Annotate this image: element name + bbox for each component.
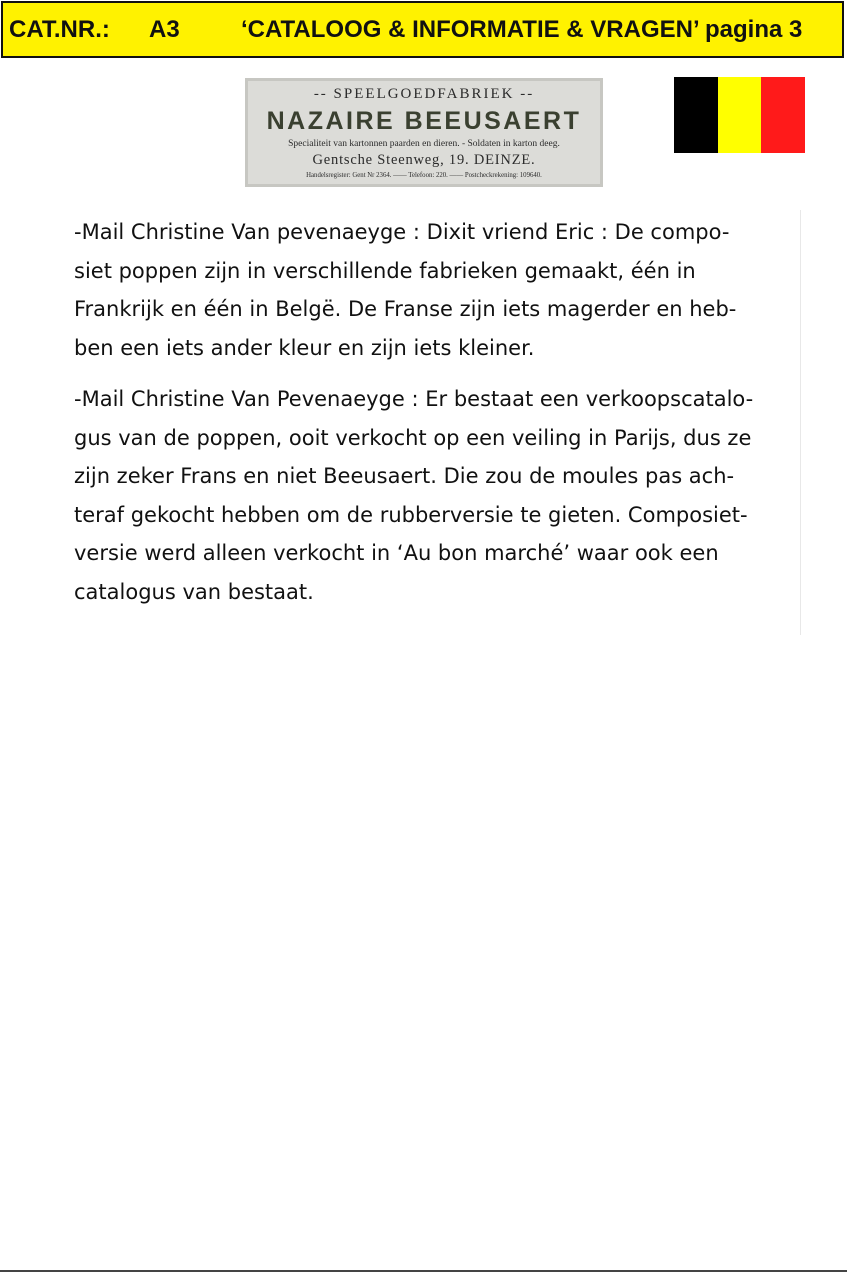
- belgium-flag-icon: [674, 77, 805, 153]
- text-line: -Mail Christine Van pevenaeyge : Dixit vriend Eric : De compo-: [74, 220, 730, 244]
- factory-letterhead-image: [245, 78, 603, 187]
- text-line: ben een iets ander kleur en zijn iets kleiner.: [74, 335, 535, 360]
- catalog-number-value: A3: [149, 16, 180, 43]
- paragraph-1: [74, 213, 794, 367]
- text-line: siet poppen zijn in verschillende fabrieken gemaakt, één in: [74, 258, 696, 283]
- letterhead-category: -- SPEELGOEDFABRIEK --: [313, 86, 535, 102]
- text-line: catalogus van bestaat.: [74, 579, 314, 604]
- page-header: [1, 1, 844, 58]
- letterhead-company-name: NAZAIRE BEEUSAERT: [266, 107, 582, 135]
- text-line: Frankrijk en één in Belgë. De Franse zijn iets magerder en heb-: [74, 297, 737, 321]
- text-line: versie werd alleen verkocht in ‘Au bon marché’ waar ook een: [74, 541, 719, 565]
- text-line: teraf gekocht hebben om de rubberversie te gieten. Composiet-: [74, 502, 748, 527]
- flag-stripe-red: [761, 77, 805, 153]
- flag-stripe-yellow: [718, 77, 762, 153]
- text-line: zijn zeker Frans en niet Beeusaert. Die zou de moules pas ach-: [74, 464, 735, 488]
- letterhead-address: Gentsche Steenweg, 19. DEINZE.: [312, 152, 536, 168]
- text-line: gus van de poppen, ooit verkocht op een veiling in Parijs, dus ze: [74, 425, 752, 450]
- paragraph-2: [74, 380, 794, 611]
- text-box-border: [800, 210, 801, 635]
- body-text: [74, 213, 794, 611]
- flag-stripe-black: [674, 77, 718, 153]
- text-line: -Mail Christine Van Pevenaeyge : Er bestaat een verkoopscatalo-: [74, 387, 754, 411]
- bottom-divider: [0, 1270, 847, 1272]
- letterhead-specialty: Specialiteit van kartonnen paarden en dieren. - Soldaten in karton deeg.: [288, 139, 560, 149]
- page-title: ‘CATALOOG & INFORMATIE & VRAGEN’ pagina 3: [241, 16, 803, 43]
- catalog-number-label: CAT.NR.:: [9, 16, 110, 43]
- letterhead-registration: Handelsregister: Gent Nr 2364. —— Telefoon: 220. —— Postcheckrekening: 109640.: [306, 172, 542, 179]
